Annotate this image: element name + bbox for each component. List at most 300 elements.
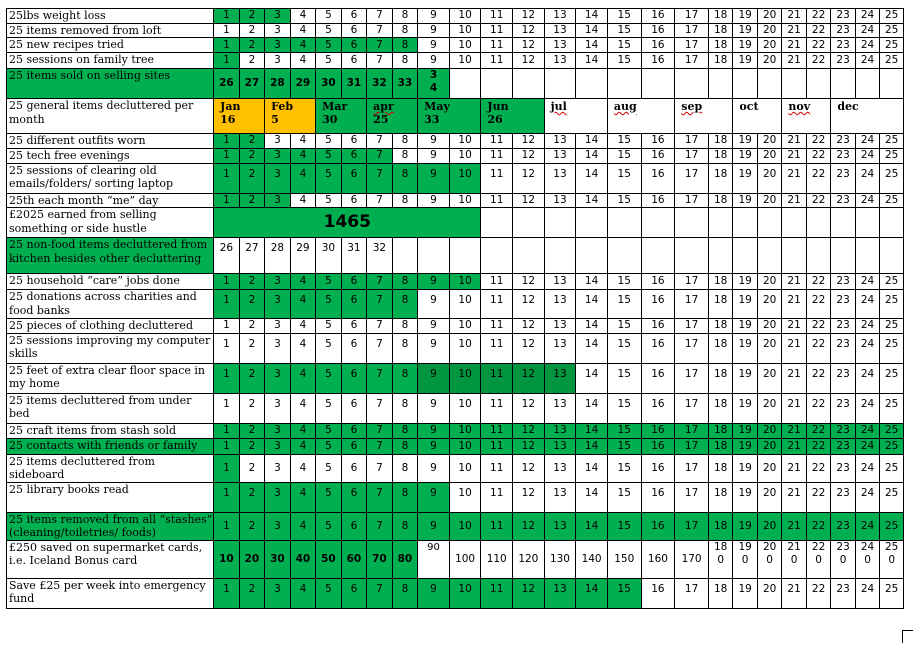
tally-cell: 10 [449,23,481,38]
tally-cell: 5 [316,23,342,38]
tally-cell: 23 [831,148,855,163]
tally-cell: 9 [418,438,450,454]
tally-cell: 14 [576,423,608,438]
tally-cell: 3 [265,512,291,540]
tally-cell: 7 [367,274,393,290]
tally-cell: 14 [576,454,608,482]
tally-cell: 6 [341,363,367,393]
tally-cell: 11 [481,290,513,319]
goal-label: 25 household “care” jobs done [7,274,214,290]
tally-cell: 18 [708,393,732,423]
tally-cell: 12 [513,23,545,38]
empty-cell [544,69,576,99]
empty-cell [708,69,732,99]
empty-cell [708,238,732,274]
tally-cell: 7 [367,512,393,540]
tally-cell: 18 [708,134,732,149]
tally-cell: 12 [513,148,545,163]
tally-cell: 2 [239,274,265,290]
tally-cell: 25 [880,454,904,482]
savings-cell: 150 [607,540,641,578]
tally-cell: 21 [782,512,806,540]
tally-cell: 21 [782,438,806,454]
tally-cell: 24 [855,290,879,319]
tally-cell: 10 [449,512,481,540]
tally-cell: 25 [880,512,904,540]
tally-cell: 12 [513,134,545,149]
tally-cell: 24 [855,23,879,38]
tally-cell: 1 [214,290,240,319]
kitchen-count-cell: 32 [367,238,393,274]
month-count: 33 [424,113,440,126]
tally-cell: 25 [880,423,904,438]
tally-cell: 20 [757,319,781,334]
tally-cell: 2 [239,53,265,69]
tally-cell: 4 [290,163,316,193]
month-cell-aug [607,99,674,134]
empty-cell [806,238,830,274]
tally-cell: 3 [265,148,291,163]
tally-cell: 13 [544,363,576,393]
tally-cell: 15 [607,454,641,482]
tally-cell: 13 [544,512,576,540]
tally-cell: 4 [290,53,316,69]
goal-row [7,99,904,134]
tally-cell: 5 [316,134,342,149]
tally-cell: 15 [607,38,641,53]
month-count: 16 [220,113,236,126]
tally-cell: 19 [733,454,757,482]
tally-cell: 3 [265,193,291,208]
tally-cell: 23 [831,333,855,363]
tally-cell: 3 [265,290,291,319]
goal-label: Save £25 per week into emergency fund [7,578,214,608]
tally-cell: 8 [392,482,418,512]
goal-label: 25 items removed from loft [7,23,214,38]
tally-cell: 15 [607,438,641,454]
tally-cell: 18 [708,512,732,540]
tally-cell: 15 [607,23,641,38]
tally-cell: 19 [733,290,757,319]
tally-cell: 23 [831,38,855,53]
tally-cell: 17 [675,163,709,193]
tally-cell: 10 [449,9,481,24]
month-cell-mar [316,99,367,134]
tally-cell: 13 [544,274,576,290]
empty-cell [855,208,879,238]
month-name: dec [837,100,859,113]
tally-cell: 6 [341,438,367,454]
tally-cell: 17 [675,578,709,608]
empty-cell [855,69,879,99]
tally-cell: 7 [367,423,393,438]
tally-cell: 19 [733,193,757,208]
empty-cell [544,238,576,274]
tally-cell: 15 [607,423,641,438]
savings-cell: 20 [239,540,265,578]
tally-cell: 5 [316,163,342,193]
tally-cell: 6 [341,193,367,208]
tally-cell: 6 [341,454,367,482]
tally-cell: 10 [449,290,481,319]
tally-cell: 1 [214,23,240,38]
month-cell-may [418,99,481,134]
tally-cell: 6 [341,274,367,290]
tally-cell: 25 [880,9,904,24]
empty-cell [831,208,855,238]
savings-cell: 23 0 [831,540,855,578]
tally-cell: 20 [757,23,781,38]
tally-cell: 10 [449,274,481,290]
goal-label: 25 items decluttered from sideboard [7,454,214,482]
tally-cell: 10 [449,319,481,334]
tally-cell: 23 [831,9,855,24]
goal-label: 25 donations across charities and food banks [7,290,214,319]
tally-cell: 7 [367,9,393,24]
tally-cell: 11 [481,319,513,334]
tally-cell: 8 [392,363,418,393]
tally-cell: 11 [481,393,513,423]
tally-cell: 16 [641,333,675,363]
tally-cell: 8 [392,512,418,540]
tally-cell: 21 [782,193,806,208]
empty-cell [880,208,904,238]
goal-label: 25 feet of extra clear floor space in my home [7,363,214,393]
tally-cell: 25 [880,333,904,363]
tally-cell: 16 [641,578,675,608]
tally-cell: 18 [708,38,732,53]
tally-cell: 13 [544,23,576,38]
tally-cell: 21 [782,163,806,193]
tally-cell: 11 [481,9,513,24]
tally-cell: 2 [239,482,265,512]
tally-cell: 2 [239,454,265,482]
empty-cell [576,69,608,99]
empty-cell [733,238,757,274]
tally-cell: 4 [290,148,316,163]
savings-cell: 70 [367,540,393,578]
tally-cell: 12 [513,578,545,608]
tally-cell: 14 [576,512,608,540]
goal-row [7,482,904,512]
tally-cell: 10 [449,423,481,438]
tally-cell: 19 [733,482,757,512]
goal-row [7,540,904,578]
tally-cell: 8 [392,423,418,438]
goal-label: £2025 earned from selling something or side hustle [7,208,214,238]
month-cell-oct [733,99,782,134]
tally-cell: 25 [880,148,904,163]
empty-cell [607,238,641,274]
tally-cell: 18 [708,438,732,454]
tally-cell: 14 [576,38,608,53]
tally-cell: 2 [239,393,265,423]
tally-cell: 22 [806,319,830,334]
goal-row [7,9,904,24]
tally-cell: 17 [675,53,709,69]
tally-cell: 5 [316,9,342,24]
tally-cell: 22 [806,274,830,290]
tally-cell: 24 [855,274,879,290]
tally-cell: 6 [341,163,367,193]
tally-cell: 15 [607,193,641,208]
tally-cell: 24 [855,148,879,163]
goal-row [7,38,904,53]
challenge-tracker-table [6,8,904,609]
tally-cell: 1 [214,163,240,193]
savings-cell: 110 [481,540,513,578]
tally-cell: 5 [316,333,342,363]
tally-cell: 20 [757,163,781,193]
tally-cell: 3 [265,454,291,482]
tally-cell: 5 [316,482,342,512]
sold-count-cell: 28 [265,69,291,99]
empty-cell [544,208,576,238]
tally-cell: 11 [481,148,513,163]
goal-label: 25lbs weight loss [7,9,214,24]
tally-cell: 20 [757,363,781,393]
tally-cell: 25 [880,363,904,393]
tally-cell: 7 [367,363,393,393]
month-name: jul [550,100,567,113]
tally-cell: 2 [239,9,265,24]
tally-cell: 9 [418,578,450,608]
empty-cell [782,238,806,274]
tally-cell: 5 [316,423,342,438]
savings-cell: 21 0 [782,540,806,578]
tally-cell: 17 [675,393,709,423]
tally-cell: 10 [449,163,481,193]
sold-count-cell: 30 [316,69,342,99]
tally-cell: 15 [607,363,641,393]
tally-cell: 11 [481,438,513,454]
tally-cell: 17 [675,423,709,438]
tally-cell: 4 [290,333,316,363]
tally-cell: 10 [449,393,481,423]
empty-cell [641,238,675,274]
sold-count-cell: 33 [392,69,418,99]
tally-cell: 15 [607,9,641,24]
tally-cell: 8 [392,163,418,193]
empty-cell [831,69,855,99]
tally-cell: 24 [855,193,879,208]
sold-count-cell: 29 [290,69,316,99]
goal-label: 25th each month “me” day [7,193,214,208]
tally-cell: 9 [418,23,450,38]
tally-cell: 6 [341,333,367,363]
tally-cell: 20 [757,512,781,540]
tally-cell: 3 [265,134,291,149]
tally-cell: 24 [855,578,879,608]
tally-cell: 23 [831,53,855,69]
savings-cell: 22 0 [806,540,830,578]
tally-cell: 4 [290,274,316,290]
tally-cell: 11 [481,578,513,608]
empty-cell [782,69,806,99]
tally-cell: 5 [316,578,342,608]
tally-cell: 18 [708,53,732,69]
goal-row [7,148,904,163]
tally-cell: 12 [513,53,545,69]
goal-label: 25 sessions on family tree [7,53,214,69]
kitchen-count-cell: 26 [214,238,240,274]
tally-cell: 2 [239,38,265,53]
tally-cell: 19 [733,438,757,454]
tally-cell: 20 [757,148,781,163]
tally-cell: 12 [513,290,545,319]
tally-cell: 5 [316,512,342,540]
tally-cell: 19 [733,9,757,24]
empty-cell [641,69,675,99]
tally-cell: 12 [513,393,545,423]
tally-cell: 13 [544,163,576,193]
tally-cell: 20 [757,333,781,363]
tally-cell: 25 [880,193,904,208]
tally-cell: 4 [290,454,316,482]
tally-cell: 12 [513,193,545,208]
tally-cell: 1 [214,438,240,454]
tally-cell: 22 [806,148,830,163]
tally-cell: 22 [806,193,830,208]
tally-cell: 1 [214,482,240,512]
empty-cell [513,69,545,99]
tally-cell: 5 [316,393,342,423]
goal-row [7,454,904,482]
tally-cell: 20 [757,274,781,290]
tally-cell: 15 [607,274,641,290]
tally-cell: 15 [607,512,641,540]
tally-cell: 18 [708,193,732,208]
tally-cell: 15 [607,163,641,193]
tally-cell: 2 [239,578,265,608]
tally-cell: 1 [214,454,240,482]
tally-cell: 25 [880,134,904,149]
empty-cell [449,69,481,99]
empty-cell [806,69,830,99]
tally-cell: 14 [576,53,608,69]
month-count: 26 [487,113,503,126]
tally-cell: 2 [239,363,265,393]
tally-cell: 14 [576,393,608,423]
tally-cell: 11 [481,333,513,363]
goal-label: £250 saved on supermarket cards, i.e. Iceland Bonus card [7,540,214,578]
tally-cell: 21 [782,23,806,38]
goal-label: 25 items decluttered from under bed [7,393,214,423]
tally-cell: 21 [782,134,806,149]
tally-cell: 20 [757,193,781,208]
tally-cell: 23 [831,438,855,454]
empty-cell [513,238,545,274]
month-name: nov [788,100,811,113]
tally-cell: 24 [855,393,879,423]
tally-cell: 25 [880,38,904,53]
tally-cell: 9 [418,134,450,149]
goal-row [7,163,904,193]
tally-cell: 24 [855,319,879,334]
tally-cell: 17 [675,333,709,363]
tally-cell: 15 [607,134,641,149]
month-cell-jan [214,99,265,134]
tally-cell: 9 [418,290,450,319]
tally-cell: 13 [544,9,576,24]
kitchen-count-cell: 29 [290,238,316,274]
tally-cell: 10 [449,363,481,393]
tally-cell: 14 [576,193,608,208]
tally-cell: 17 [675,512,709,540]
savings-cell: 40 [290,540,316,578]
tally-cell: 9 [418,423,450,438]
tally-cell: 25 [880,23,904,38]
tally-cell: 15 [607,319,641,334]
tally-cell: 4 [290,482,316,512]
tally-cell: 11 [481,163,513,193]
empty-cell [880,238,904,274]
tally-cell: 20 [757,482,781,512]
empty-cell [782,208,806,238]
tally-cell: 2 [239,193,265,208]
goal-label: 25 pieces of clothing decluttered [7,319,214,334]
tally-cell: 14 [576,333,608,363]
month-name: May [424,100,450,113]
goal-row [7,274,904,290]
tally-cell: 16 [641,148,675,163]
tally-cell: 3 [265,363,291,393]
savings-cell: 130 [544,540,576,578]
tally-cell: 20 [757,393,781,423]
tally-cell: 25 [880,319,904,334]
tally-cell: 23 [831,482,855,512]
goal-row [7,53,904,69]
tally-cell: 22 [806,333,830,363]
empty-cell [708,208,732,238]
tally-cell: 13 [544,290,576,319]
tally-cell: 11 [481,53,513,69]
tally-cell: 3 [265,23,291,38]
tally-cell: 2 [239,23,265,38]
tally-cell: 8 [392,38,418,53]
tally-cell: 9 [418,38,450,53]
tally-cell: 20 [757,423,781,438]
tally-cell: 19 [733,423,757,438]
tally-cell: 17 [675,148,709,163]
tally-cell: 16 [641,193,675,208]
tally-cell: 3 [265,53,291,69]
empty-cell [806,208,830,238]
goal-row [7,23,904,38]
tally-cell: 25 [880,393,904,423]
tally-cell: 16 [641,512,675,540]
tally-cell: 22 [806,363,830,393]
month-cell-jul [544,99,607,134]
month-name: oct [739,100,759,113]
empty-cell [449,238,481,274]
tally-cell: 9 [418,363,450,393]
tally-cell: 3 [265,423,291,438]
tally-cell: 15 [607,482,641,512]
goal-row [7,193,904,208]
goal-label: 25 new recipes tried [7,38,214,53]
tally-cell: 15 [607,53,641,69]
tally-cell: 19 [733,512,757,540]
tally-cell: 7 [367,23,393,38]
tally-cell: 22 [806,163,830,193]
tally-cell: 12 [513,438,545,454]
tally-cell: 9 [418,9,450,24]
tally-cell: 19 [733,23,757,38]
tally-cell: 1 [214,578,240,608]
sold-count-cell: 26 [214,69,240,99]
empty-cell [392,238,418,274]
